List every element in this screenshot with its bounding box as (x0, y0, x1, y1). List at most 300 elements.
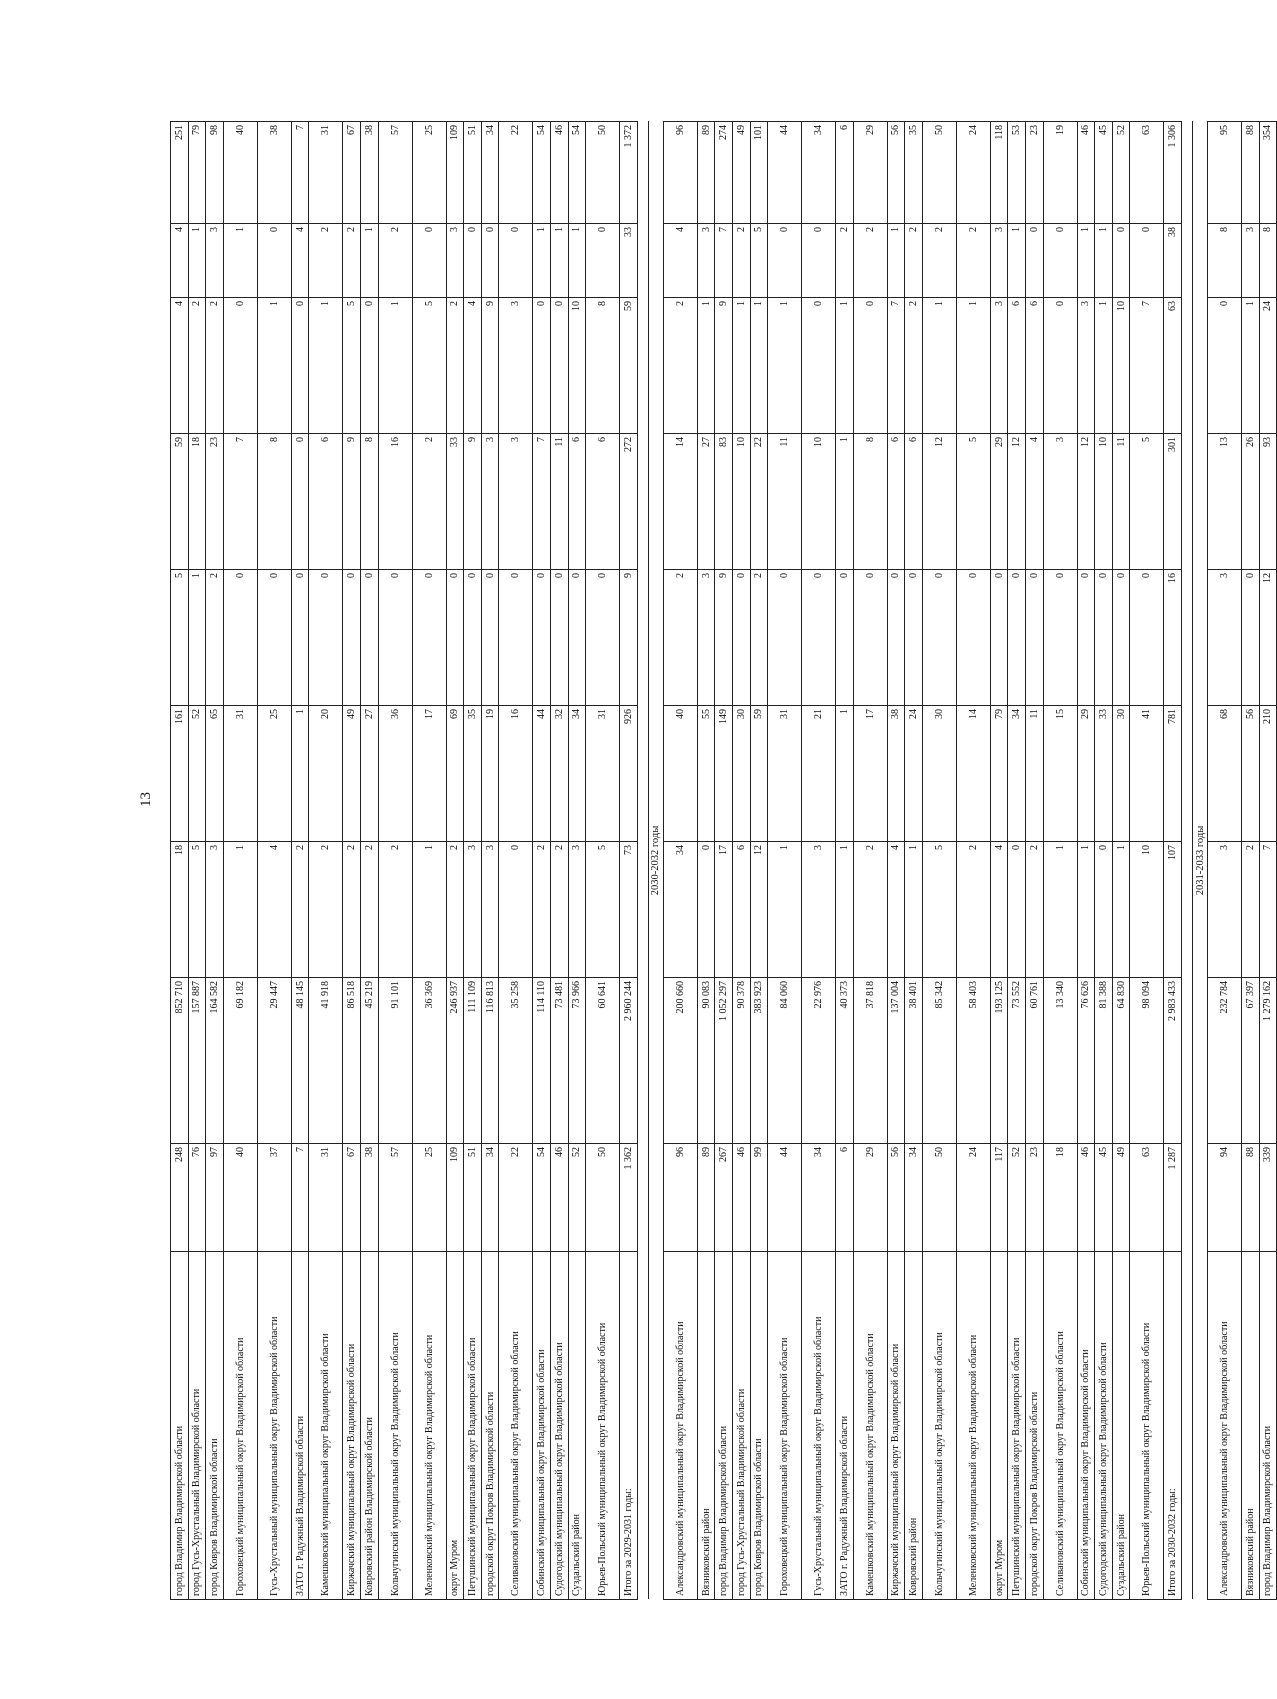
value-cell: 7 (715, 224, 733, 298)
value-cell: 2 (533, 842, 551, 978)
municipality-cell: Меленковский муниципальный округ Владимирской области (412, 1252, 446, 1600)
value-cell: 0 (1008, 842, 1026, 978)
value-cell: 33 (446, 434, 464, 570)
table-row (956, 122, 990, 1600)
value-cell: 67 397 (1242, 978, 1260, 1144)
municipality-cell: Юрьев-Польский муниципальный округ Владимирской области (586, 1252, 620, 1600)
value-cell: 1 (223, 224, 257, 298)
value-cell: 9 (464, 434, 482, 570)
value-cell: 0 (586, 570, 620, 706)
value-cell: 0 (446, 570, 464, 706)
value-cell: 19 (1043, 122, 1077, 224)
value-cell: 0 (768, 224, 802, 298)
municipality-cell: Суздальский район (1112, 1252, 1130, 1600)
value-cell: 63 (1130, 1144, 1164, 1252)
spacer-cell (637, 122, 648, 1600)
value-cell: 34 (802, 122, 836, 224)
value-cell: 12 (1008, 434, 1026, 570)
value-cell: 2 (750, 570, 768, 706)
value-cell: 35 (905, 122, 923, 224)
value-cell: 6 (905, 434, 923, 570)
value-cell: 781 (1164, 706, 1182, 842)
value-cell: 193 125 (990, 978, 1008, 1144)
value-cell: 6 (568, 434, 586, 570)
value-cell: 2 (343, 224, 361, 298)
value-cell: 38 (887, 706, 905, 842)
table-row (768, 122, 802, 1600)
value-cell: 1 (1112, 842, 1130, 978)
value-cell: 1 (188, 224, 206, 298)
table-row (568, 122, 586, 1600)
value-cell: 4 (171, 224, 189, 298)
value-cell: 23 (1026, 122, 1044, 224)
value-cell: 0 (922, 570, 956, 706)
value-cell: 40 (663, 706, 697, 842)
value-cell: 68 (1208, 706, 1242, 842)
municipality-cell: Петушинский муниципальный округ Владимирской области (464, 1252, 482, 1600)
table-row (412, 122, 446, 1600)
value-cell: 2 (663, 570, 697, 706)
table-row (360, 122, 378, 1600)
value-cell: 63 (1130, 122, 1164, 224)
value-cell: 50 (586, 1144, 620, 1252)
value-cell: 0 (1026, 224, 1044, 298)
value-cell: 5 (188, 842, 206, 978)
value-cell: 12 (922, 434, 956, 570)
value-cell: 1 (291, 706, 309, 842)
value-cell: 2 (309, 842, 343, 978)
table-row (343, 122, 361, 1600)
value-cell: 85 342 (922, 978, 956, 1144)
value-cell: 24 (956, 1144, 990, 1252)
value-cell: 4 (663, 224, 697, 298)
value-cell: 107 (1164, 842, 1182, 978)
value-cell: 3 (206, 842, 224, 978)
value-cell: 3 (1242, 224, 1260, 298)
value-cell: 0 (412, 570, 446, 706)
value-cell: 56 (887, 122, 905, 224)
value-cell: 0 (550, 570, 568, 706)
value-cell: 1 (922, 298, 956, 434)
value-cell: 0 (887, 570, 905, 706)
value-cell: 12 (1259, 570, 1277, 706)
value-cell: 1 (1242, 298, 1260, 434)
value-cell: 1 279 162 (1259, 978, 1277, 1144)
value-cell: 2 (446, 298, 464, 434)
value-cell: 109 (446, 122, 464, 224)
value-cell: 31 (223, 706, 257, 842)
value-cell: 11 (1112, 434, 1130, 570)
value-cell: 69 (446, 706, 464, 842)
value-cell: 10 (1095, 434, 1113, 570)
value-cell: 1 (836, 706, 854, 842)
value-cell: 6 (1008, 298, 1026, 434)
value-cell: 89 (697, 1144, 715, 1252)
value-cell: 0 (1077, 570, 1095, 706)
value-cell: 2 (291, 842, 309, 978)
value-cell: 852 710 (171, 978, 189, 1144)
table-row (1095, 122, 1113, 1600)
value-cell: 1 (836, 434, 854, 570)
value-cell: 3 (499, 298, 533, 434)
period-header-row (648, 122, 663, 1600)
value-cell: 0 (360, 570, 378, 706)
value-cell: 24 (1259, 298, 1277, 434)
value-cell: 0 (956, 570, 990, 706)
value-cell: 1 (768, 842, 802, 978)
value-cell: 0 (1095, 842, 1113, 978)
value-cell: 25 (412, 1144, 446, 1252)
value-cell: 10 (1112, 298, 1130, 434)
value-cell: 32 (550, 706, 568, 842)
value-cell: 11 (550, 434, 568, 570)
municipality-cell: Гусь-Хрустальный муниципальный округ Владимирской области (257, 1252, 291, 1600)
value-cell: 0 (464, 570, 482, 706)
value-cell: 99 (750, 1144, 768, 1252)
value-cell: 23 (206, 434, 224, 570)
value-cell: 67 (343, 1144, 361, 1252)
value-cell: 20 (309, 706, 343, 842)
value-cell: 0 (990, 570, 1008, 706)
value-cell: 51 (464, 122, 482, 224)
value-cell: 38 (360, 1144, 378, 1252)
value-cell: 3 (802, 842, 836, 978)
rotated-table-container (170, 122, 1274, 1600)
table-row (464, 122, 482, 1600)
municipality-cell: Гороховецкий муниципальный округ Владимирской области (768, 1252, 802, 1600)
value-cell: 8 (1208, 224, 1242, 298)
value-cell: 12 (750, 842, 768, 978)
value-cell: 34 (1008, 706, 1026, 842)
value-cell: 1 (1077, 842, 1095, 978)
value-cell: 0 (343, 570, 361, 706)
value-cell: 7 (291, 1144, 309, 1252)
value-cell: 8 (853, 434, 887, 570)
value-cell: 8 (1259, 224, 1277, 298)
table-row (732, 122, 750, 1600)
value-cell: 6 (887, 434, 905, 570)
value-cell: 0 (309, 570, 343, 706)
value-cell: 27 (697, 434, 715, 570)
municipality-cell: город Ковров Владимирской области (750, 1252, 768, 1600)
table-row (836, 122, 854, 1600)
value-cell: 3 (1208, 570, 1242, 706)
value-cell: 0 (533, 570, 551, 706)
value-cell: 4 (171, 298, 189, 434)
value-cell: 36 369 (412, 978, 446, 1144)
value-cell: 248 (171, 1144, 189, 1252)
value-cell: 14 (663, 434, 697, 570)
value-cell: 1 (887, 224, 905, 298)
value-cell: 0 (499, 570, 533, 706)
value-cell: 2 (836, 224, 854, 298)
value-cell: 40 (223, 122, 257, 224)
municipality-cell: Итого за 2030-2032 годы: (1164, 1252, 1182, 1600)
value-cell: 64 830 (1112, 978, 1130, 1144)
value-cell: 4 (1026, 434, 1044, 570)
table-row (620, 122, 638, 1600)
period-header: 2030-2032 годы (648, 122, 663, 1600)
value-cell: 0 (732, 570, 750, 706)
value-cell: 50 (922, 122, 956, 224)
value-cell: 86 518 (343, 978, 361, 1144)
value-cell: 24 (956, 122, 990, 224)
table-row (206, 122, 224, 1600)
value-cell: 12 (1077, 434, 1095, 570)
value-cell: 0 (1008, 570, 1026, 706)
value-cell: 0 (1026, 570, 1044, 706)
municipality-cell: ЗАТО г. Радужный Владимирской области (836, 1252, 854, 1600)
value-cell: 79 (188, 122, 206, 224)
value-cell: 83 (715, 434, 733, 570)
table-row (291, 122, 309, 1600)
value-cell: 44 (768, 122, 802, 224)
value-cell: 272 (620, 434, 638, 570)
value-cell: 63 (1164, 298, 1182, 434)
value-cell: 38 401 (905, 978, 923, 1144)
value-cell: 3 (697, 570, 715, 706)
value-cell: 9 (715, 570, 733, 706)
value-cell: 7 (1259, 842, 1277, 978)
value-cell: 3 (1208, 842, 1242, 978)
value-cell: 274 (715, 122, 733, 224)
value-cell: 2 (853, 842, 887, 978)
value-cell: 7 (1130, 298, 1164, 434)
value-cell: 38 (360, 122, 378, 224)
table-row (802, 122, 836, 1600)
value-cell: 22 (750, 434, 768, 570)
value-cell: 3 (481, 842, 499, 978)
value-cell: 21 (802, 706, 836, 842)
value-cell: 17 (715, 842, 733, 978)
value-cell: 73 481 (550, 978, 568, 1144)
table-row (887, 122, 905, 1600)
value-cell: 5 (343, 298, 361, 434)
value-cell: 0 (412, 224, 446, 298)
spacer-row (637, 122, 648, 1600)
value-cell: 52 (568, 1144, 586, 1252)
table-row (499, 122, 533, 1600)
value-cell: 200 660 (663, 978, 697, 1144)
value-cell: 7 (291, 122, 309, 224)
value-cell: 57 (378, 122, 412, 224)
value-cell: 0 (1112, 570, 1130, 706)
value-cell: 246 937 (446, 978, 464, 1144)
table-row (663, 122, 697, 1600)
table-row (223, 122, 257, 1600)
value-cell: 1 (550, 224, 568, 298)
municipality-cell: Суздальский район (568, 1252, 586, 1600)
value-cell: 1 (1043, 842, 1077, 978)
municipality-cell: город Владимир Владимирской области (715, 1252, 733, 1600)
municipality-cell: Киржачский муниципальный округ Владимирской области (887, 1252, 905, 1600)
value-cell: 56 (1242, 706, 1260, 842)
value-cell: 6 (1026, 298, 1044, 434)
value-cell: 37 818 (853, 978, 887, 1144)
value-cell: 98 094 (1130, 978, 1164, 1144)
municipality-cell: округ Муром (990, 1252, 1008, 1600)
value-cell: 2 983 433 (1164, 978, 1182, 1144)
value-cell: 0 (586, 224, 620, 298)
table-row (550, 122, 568, 1600)
municipality-cell: Вязниковский район (697, 1252, 715, 1600)
municipality-cell: Селивановский муниципальный округ Владимирской области (499, 1252, 533, 1600)
table-row (853, 122, 887, 1600)
value-cell: 0 (697, 842, 715, 978)
table-row (1077, 122, 1095, 1600)
value-cell: 38 (257, 122, 291, 224)
value-cell: 5 (922, 842, 956, 978)
table-row (481, 122, 499, 1600)
value-cell: 54 (533, 1144, 551, 1252)
value-cell: 0 (499, 842, 533, 978)
table-row (1112, 122, 1130, 1600)
value-cell: 2 (905, 298, 923, 434)
value-cell: 16 (378, 434, 412, 570)
value-cell: 2 (853, 224, 887, 298)
table-row (1164, 122, 1182, 1600)
value-cell: 0 (1095, 570, 1113, 706)
table-row (922, 122, 956, 1600)
municipality-cell: Петушинский муниципальный округ Владимирской области (1008, 1252, 1026, 1600)
period-header: 2031-2033 годы (1193, 122, 1208, 1600)
municipality-cell: округ Муром (446, 1252, 464, 1600)
value-cell: 18 (188, 434, 206, 570)
municipality-cell: городской округ Покров Владимирской области (481, 1252, 499, 1600)
value-cell: 1 372 (620, 122, 638, 224)
value-cell: 13 340 (1043, 978, 1077, 1144)
value-cell: 0 (481, 224, 499, 298)
value-cell: 339 (1259, 1144, 1277, 1252)
value-cell: 116 813 (481, 978, 499, 1144)
municipality-cell: Судогодский муниципальный округ Владимирской области (550, 1252, 568, 1600)
value-cell: 0 (802, 570, 836, 706)
value-cell: 56 (887, 1144, 905, 1252)
value-cell: 2 (732, 224, 750, 298)
value-cell: 0 (464, 224, 482, 298)
value-cell: 1 (1077, 224, 1095, 298)
value-cell: 2 (663, 298, 697, 434)
value-cell: 1 (956, 298, 990, 434)
value-cell: 49 (343, 706, 361, 842)
value-cell: 0 (853, 570, 887, 706)
value-cell: 31 (768, 706, 802, 842)
value-cell: 2 (956, 224, 990, 298)
value-cell: 1 (568, 224, 586, 298)
value-cell: 1 (533, 224, 551, 298)
value-cell: 232 784 (1208, 978, 1242, 1144)
value-cell: 90 378 (732, 978, 750, 1144)
table-row (715, 122, 733, 1600)
municipality-cell: Вязниковский район (1242, 1252, 1260, 1600)
value-cell: 55 (697, 706, 715, 842)
value-cell: 41 (1130, 706, 1164, 842)
table-row (905, 122, 923, 1600)
municipality-cell: Меленковский муниципальный округ Владимирской области (956, 1252, 990, 1600)
value-cell: 0 (1130, 224, 1164, 298)
value-cell: 210 (1259, 706, 1277, 842)
value-cell: 0 (1043, 224, 1077, 298)
value-cell: 91 101 (378, 978, 412, 1144)
value-cell: 2 (378, 842, 412, 978)
value-cell: 29 (853, 122, 887, 224)
value-cell: 2 (343, 842, 361, 978)
value-cell: 3 (481, 434, 499, 570)
value-cell: 8 (257, 434, 291, 570)
value-cell: 0 (568, 570, 586, 706)
value-cell: 34 (802, 1144, 836, 1252)
value-cell: 2 (378, 224, 412, 298)
table-row (697, 122, 715, 1600)
municipality-cell: Юрьев-Польский муниципальный округ Владимирской области (1130, 1252, 1164, 1600)
value-cell: 251 (171, 122, 189, 224)
value-cell: 1 (257, 298, 291, 434)
value-cell: 69 182 (223, 978, 257, 1144)
value-cell: 4 (464, 298, 482, 434)
value-cell: 1 (309, 298, 343, 434)
municipality-cell: Судогодский муниципальный округ Владимирской области (1095, 1252, 1113, 1600)
value-cell: 59 (750, 706, 768, 842)
value-cell: 3 (499, 434, 533, 570)
value-cell: 10 (568, 298, 586, 434)
value-cell: 76 (188, 1144, 206, 1252)
value-cell: 18 (171, 842, 189, 978)
table-row (533, 122, 551, 1600)
value-cell: 2 (550, 842, 568, 978)
value-cell: 4 (887, 842, 905, 978)
value-cell: 0 (1043, 570, 1077, 706)
table-row (446, 122, 464, 1600)
table-row (1130, 122, 1164, 1600)
value-cell: 30 (1112, 706, 1130, 842)
value-cell: 57 (378, 1144, 412, 1252)
value-cell: 3 (697, 224, 715, 298)
value-cell: 97 (206, 1144, 224, 1252)
municipality-cell: Ковровский район Владимирской области (360, 1252, 378, 1600)
value-cell: 2 (206, 570, 224, 706)
value-cell: 5 (1130, 434, 1164, 570)
value-cell: 88 (1242, 122, 1260, 224)
value-cell: 37 (257, 1144, 291, 1252)
value-cell: 3 (568, 842, 586, 978)
value-cell: 149 (715, 706, 733, 842)
value-cell: 1 (768, 298, 802, 434)
value-cell: 67 (343, 122, 361, 224)
value-cell: 40 373 (836, 978, 854, 1144)
municipality-cell: ЗАТО г. Радужный Владимирской области (291, 1252, 309, 1600)
value-cell: 49 (1112, 1144, 1130, 1252)
value-cell: 5 (412, 298, 446, 434)
table-row (1242, 122, 1260, 1600)
value-cell: 1 (1095, 298, 1113, 434)
value-cell: 76 626 (1077, 978, 1095, 1144)
value-cell: 1 306 (1164, 122, 1182, 224)
value-cell: 0 (1112, 224, 1130, 298)
value-cell: 0 (1242, 570, 1260, 706)
value-cell: 9 (715, 298, 733, 434)
value-cell: 44 (768, 1144, 802, 1252)
value-cell: 157 887 (188, 978, 206, 1144)
value-cell: 6 (836, 122, 854, 224)
value-cell: 10 (1130, 842, 1164, 978)
value-cell: 2 (922, 224, 956, 298)
value-cell: 1 052 297 (715, 978, 733, 1144)
value-cell: 1 (750, 298, 768, 434)
value-cell: 52 (1112, 122, 1130, 224)
value-cell: 34 (481, 122, 499, 224)
value-cell: 0 (499, 224, 533, 298)
spacer-cell (1182, 122, 1193, 1600)
